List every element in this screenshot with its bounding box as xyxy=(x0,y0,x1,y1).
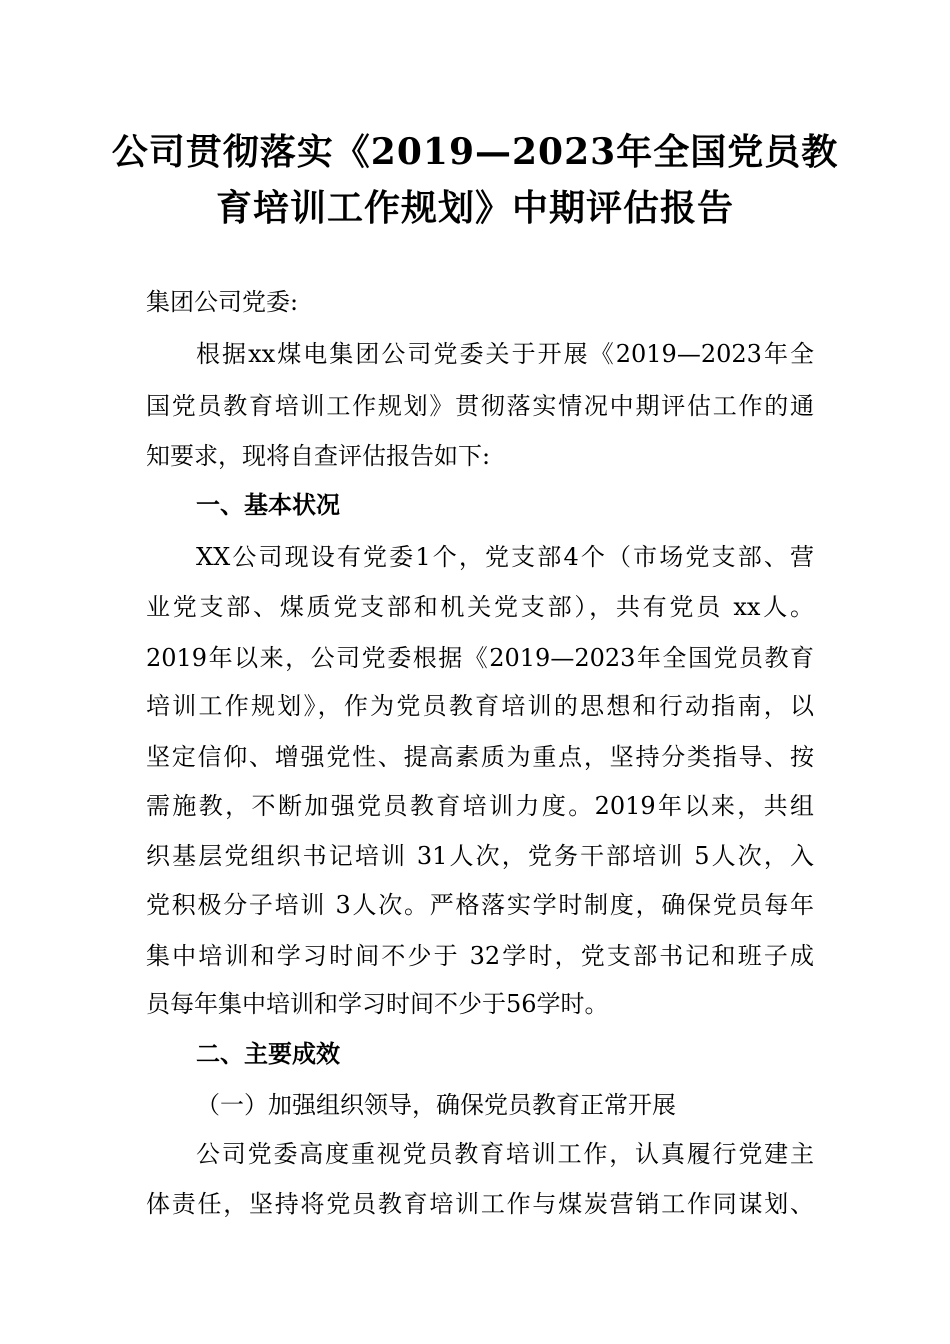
salutation: 集团公司党委: xyxy=(146,288,299,316)
section-1-line-9: 集中培训和学习时间不少于 32学时，党支部书记和班子成 xyxy=(146,942,814,970)
intro-line-1: 根据xx煤电集团公司党委关于开展《2019—2023年全 xyxy=(196,340,814,368)
section-1-heading: 一、基本状况 xyxy=(196,490,340,519)
section-2-line-1: 公司党委高度重视党员教育培训工作，认真履行党建主 xyxy=(196,1140,814,1168)
document-title-line-1: 公司贯彻落实《2019—2023年全国党员教 xyxy=(111,131,839,173)
section-1-line-6: 需施教，不断加强党员教育培训力度。2019年以来，共组 xyxy=(146,792,814,820)
section-1-line-10: 员每年集中培训和学习时间不少于56学时。 xyxy=(146,990,609,1018)
section-1-line-1: XX公司现设有党委1个，党支部4个（市场党支部、营 xyxy=(196,543,814,571)
section-1-line-2: 业党支部、煤质党支部和机关党支部），共有党员 xx人。 xyxy=(146,593,814,621)
section-2-heading: 二、主要成效 xyxy=(196,1039,340,1068)
section-2-line-2: 体责任，坚持将党员教育培训工作与煤炭营销工作同谋划、 xyxy=(146,1190,814,1218)
section-1-line-5: 坚定信仰、增强党性、提高素质为重点，坚持分类指导、按 xyxy=(146,743,814,771)
section-1-line-7: 织基层党组织书记培训 31人次，党务干部培训 5人次，入 xyxy=(146,842,814,870)
section-1-line-8: 党积极分子培训 3人次。严格落实学时制度，确保党员每年 xyxy=(146,891,814,919)
intro-line-3: 知要求，现将自查评估报告如下: xyxy=(146,442,491,470)
document-title-line-2: 育培训工作规划》中期评估报告 xyxy=(215,187,734,229)
section-1-line-3: 2019年以来，公司党委根据《2019—2023年全国党员教育 xyxy=(146,644,814,672)
section-2-subheading-1: （一）加强组织领导，确保党员教育正常开展 xyxy=(196,1091,676,1119)
section-1-line-4: 培训工作规划》，作为党员教育培训的思想和行动指南，以 xyxy=(146,692,814,720)
intro-line-2: 国党员教育培训工作规划》贯彻落实情况中期评估工作的通 xyxy=(146,392,814,420)
